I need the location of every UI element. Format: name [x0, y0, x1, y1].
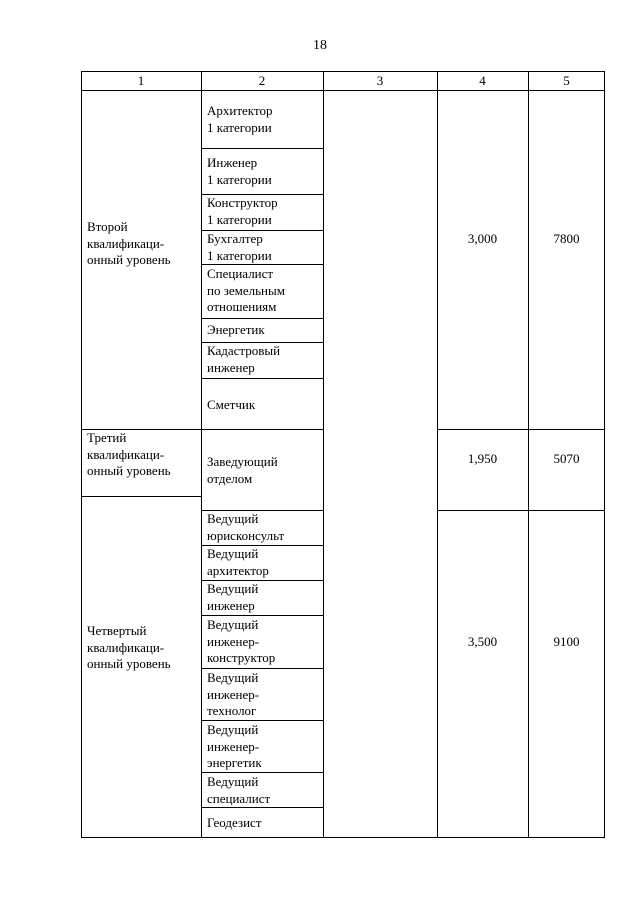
- header-divider: [81, 90, 605, 91]
- position-divider: [201, 264, 323, 265]
- position-name: Инженер 1 категории: [207, 155, 272, 187]
- position-name: Ведущий юрисконсульт: [207, 511, 285, 543]
- amount-value: 5070: [553, 451, 580, 466]
- position-name: Ведущий инженер- конструктор: [207, 617, 276, 665]
- position-name: Ведущий инженер- энергетик: [207, 722, 262, 770]
- position-divider: [201, 720, 323, 721]
- position-name: Ведущий архитектор: [207, 546, 269, 578]
- header-col-1: 1: [137, 73, 145, 88]
- coefficient-value: 1,950: [467, 451, 498, 466]
- position-name: Бухгалтер 1 категории: [207, 231, 272, 263]
- coefficient-value: 3,000: [467, 231, 498, 246]
- position-name: Заведующий отделом: [207, 454, 278, 486]
- header-col-3: 3: [376, 73, 384, 88]
- position-divider: [201, 148, 323, 149]
- position-divider: [201, 318, 323, 319]
- position-divider: [201, 772, 323, 773]
- header-col-5: 5: [563, 73, 570, 88]
- value-divider: [437, 510, 605, 511]
- position-divider: [201, 615, 323, 616]
- position-name: Специалист по земельным отношениям: [207, 266, 285, 314]
- level-label: Второй квалификаци- онный уровень: [87, 219, 171, 267]
- level-divider: [81, 496, 201, 497]
- position-name: Ведущий инженер- технолог: [207, 670, 260, 718]
- coefficient-value: 3,500: [467, 634, 498, 649]
- position-name: Конструктор 1 категории: [207, 195, 278, 227]
- position-name: Кадастровый инженер: [207, 343, 281, 375]
- position-name: Ведущий инженер: [207, 581, 259, 613]
- value-divider: [437, 429, 605, 430]
- position-name: Геодезист: [207, 815, 262, 830]
- amount-value: 7800: [553, 231, 580, 246]
- col-divider-2: [323, 71, 324, 838]
- col-divider-1: [201, 71, 202, 838]
- position-divider: [201, 378, 323, 379]
- position-divider: [201, 807, 323, 808]
- position-name: Ведущий специалист: [207, 774, 271, 806]
- level-label: Четвертый квалификаци- онный уровень: [87, 623, 171, 671]
- page-number: 18: [313, 38, 327, 53]
- header-col-2: 2: [258, 73, 266, 88]
- header-col-4: 4: [479, 73, 486, 88]
- position-divider: [201, 429, 323, 430]
- position-name: Энергетик: [207, 322, 265, 337]
- amount-value: 9100: [553, 634, 580, 649]
- position-divider: [201, 668, 323, 669]
- position-name: Сметчик: [207, 397, 256, 412]
- level-label: Третий квалификаци- онный уровень: [87, 430, 171, 478]
- position-name: Архитектор 1 категории: [207, 103, 273, 135]
